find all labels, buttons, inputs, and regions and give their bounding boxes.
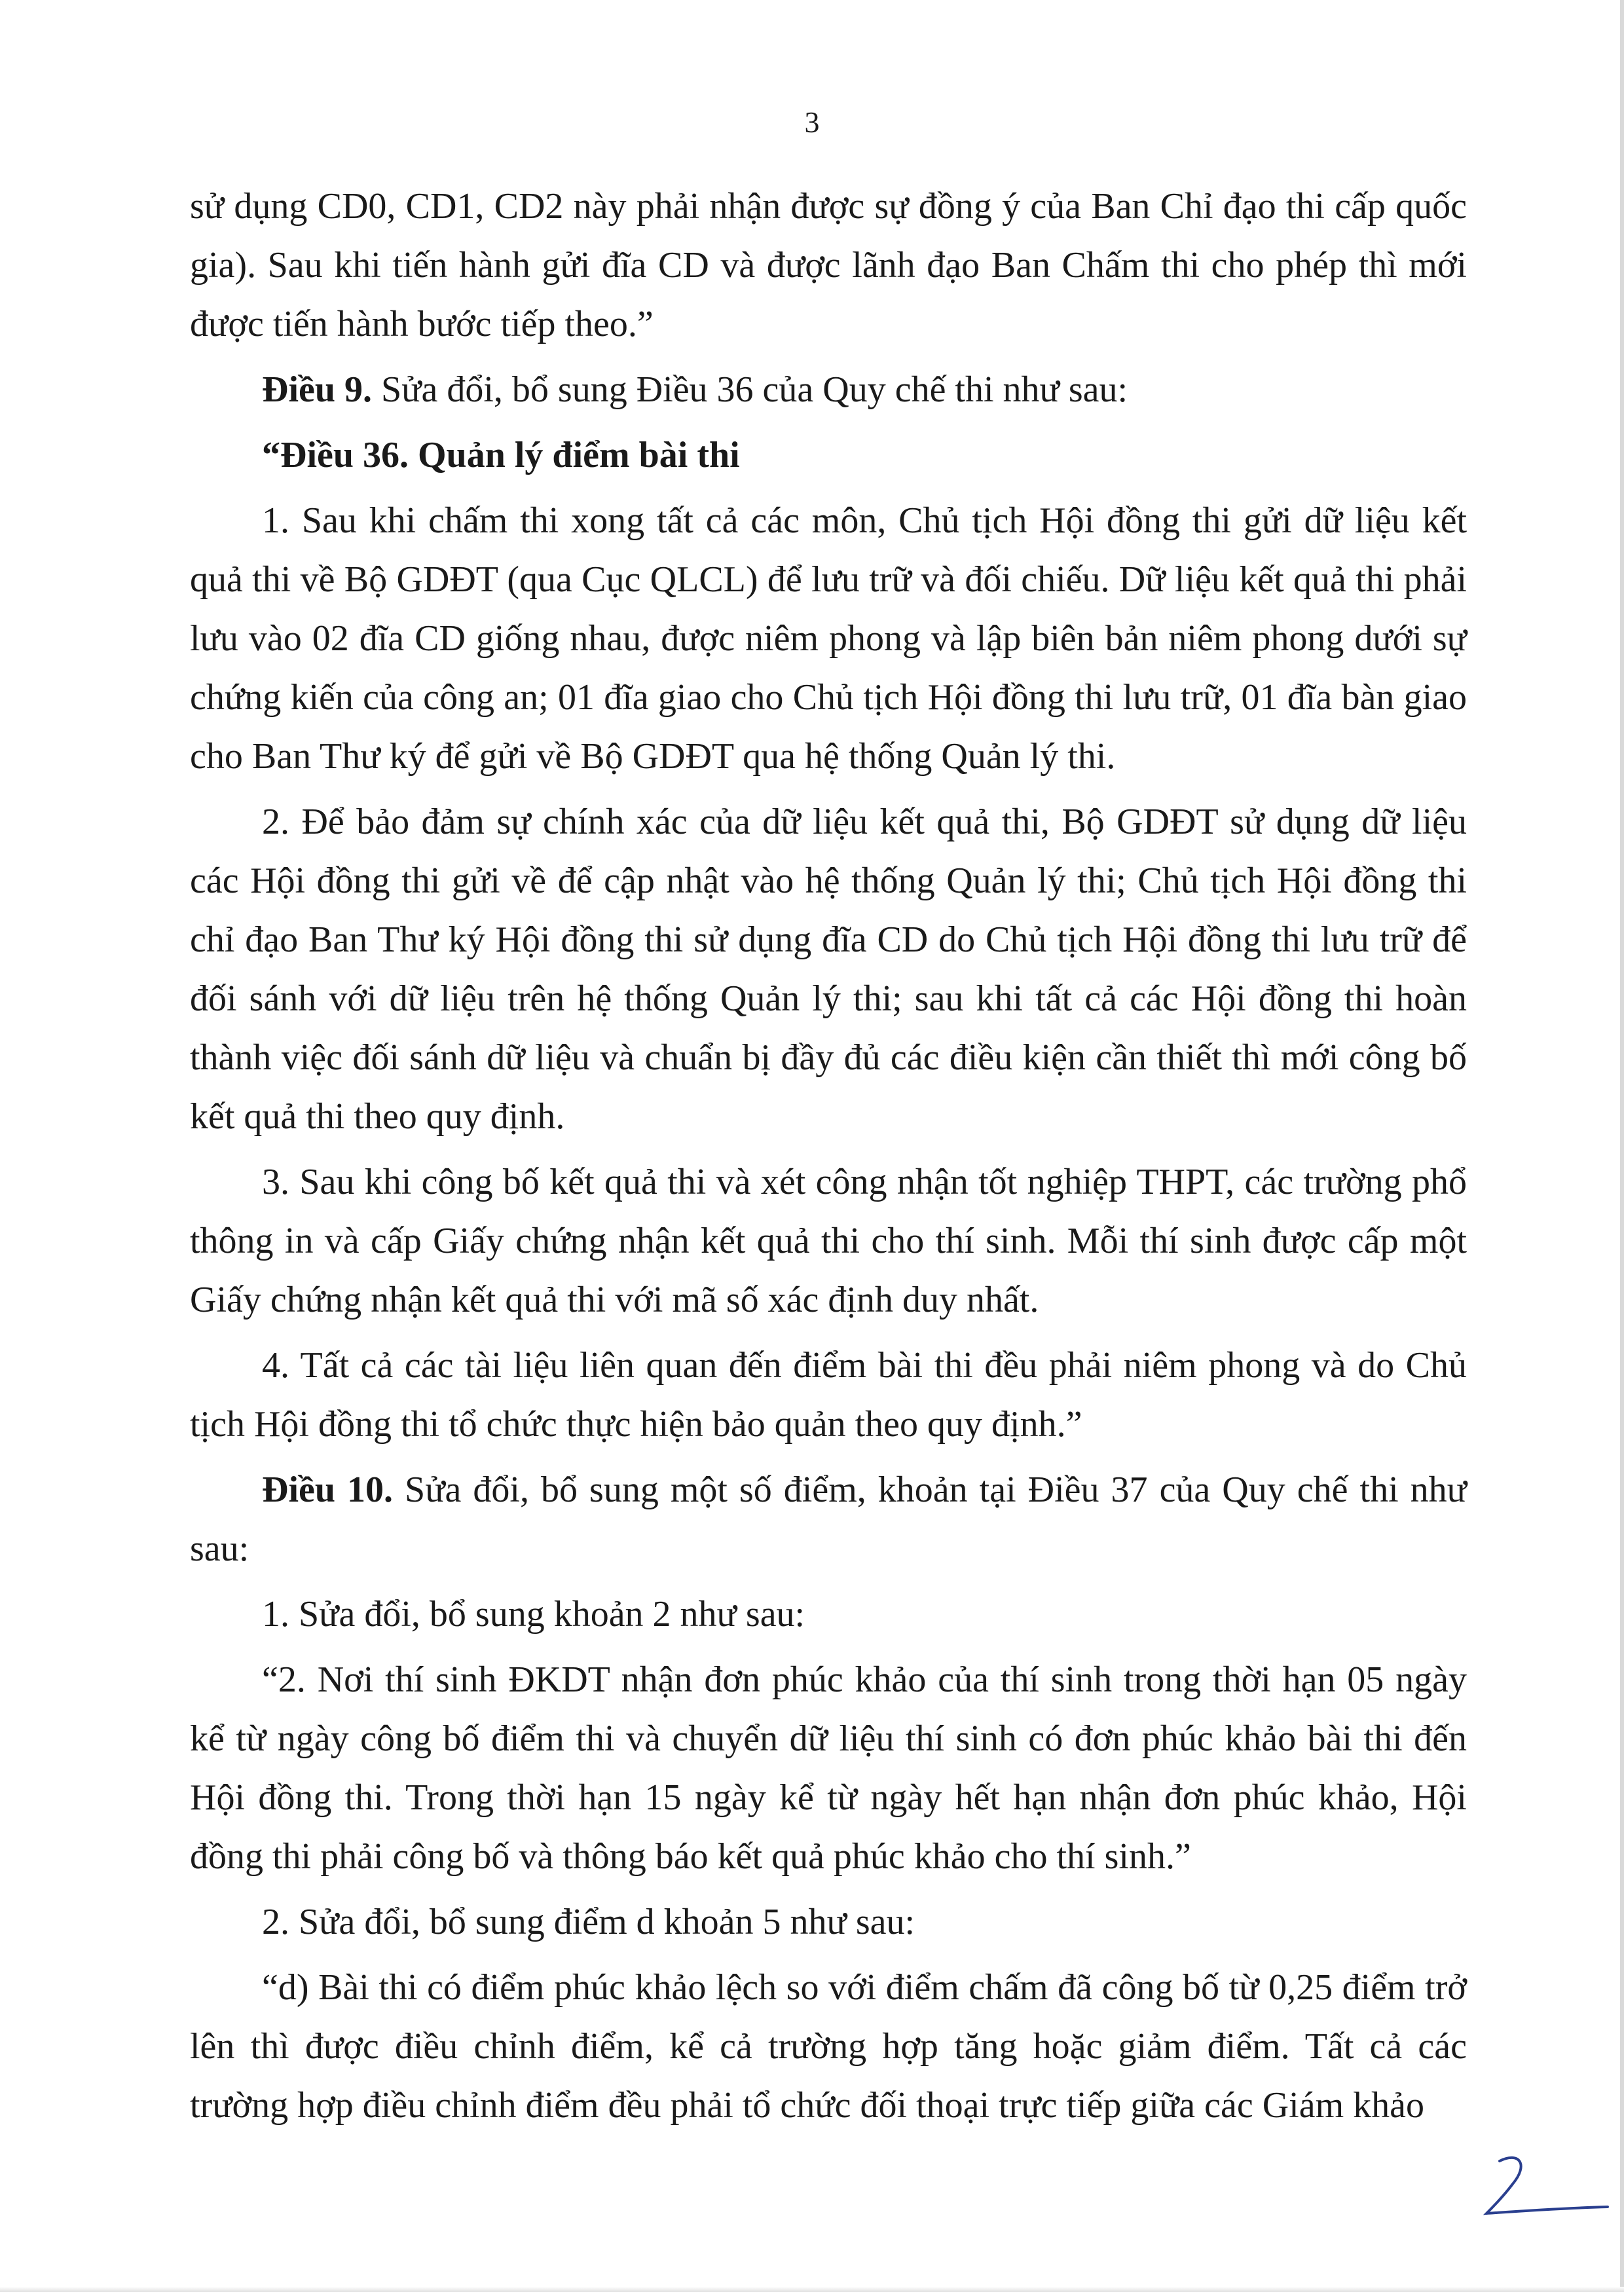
article-9-text: Sửa đổi, bổ sung Điều 36 của Quy chế thi như sau: bbox=[372, 369, 1128, 410]
initials-signature bbox=[1480, 2148, 1611, 2227]
article-36-clause-4: 4. Tất cả các tài liệu liên quan đến điểm bài thi đều phải niêm phong và do Chủ tịch Hội đồng thi tổ chức thực hiện bảo quản theo quy định.” bbox=[190, 1345, 1467, 1445]
article-37-clause-2: “2. Nơi thí sinh ĐKDT nhận đơn phúc khảo của thí sinh trong thời hạn 05 ngày kể từ ngày công bố điểm thi và chuyển dữ liệu thí sinh có đơn phúc khảo bài thi đến Hội đồng thi. Trong thời hạn 15 ngày kể từ ngày hết hạn nhận đơn phúc khảo, Hội đồng thi phải công bố và thông báo kết quả phúc khảo cho thí sinh.” bbox=[190, 1659, 1467, 1877]
scan-edge-right bbox=[1620, 0, 1624, 2292]
article-10-text: Sửa đổi, bổ sung một số điểm, khoản tại Điều 37 của Quy chế thi như sau: bbox=[190, 1469, 1467, 1569]
article-36-clause-1: 1. Sau khi chấm thi xong tất cả các môn, Chủ tịch Hội đồng thi gửi dữ liệu kết quả thi về Bộ GDĐT (qua Cục QLCL) để lưu trữ và đối chiếu. Dữ liệu kết quả thi phải lưu vào 02 đĩa CD giống nhau, được niêm phong và lập biên bản niêm phong dưới sự chứng kiến của công an; 01 đĩa giao cho Chủ tịch Hội đồng thi lưu trữ, 01 đĩa bàn giao cho Ban Thư ký để gửi về Bộ GDĐT qua hệ thống Quản lý thi. bbox=[190, 500, 1467, 777]
article-10-label: Điều 10. bbox=[262, 1469, 394, 1510]
article-37-clause-5d: “d) Bài thi có điểm phúc khảo lệch so với điểm chấm đã công bố từ 0,25 điểm trở lên thì được điều chỉnh điểm, kể cả trường hợp tăng hoặc giảm điểm. Tất cả các trường hợp điều chỉnh điểm đều phải tổ chức đối thoại trực tiếp giữa các Giám khảo bbox=[190, 1967, 1467, 2126]
article-10 bbox=[190, 1460, 1467, 1578]
article-9-label: Điều 9. bbox=[262, 369, 372, 410]
document-body bbox=[190, 177, 1467, 2141]
article-36-clause-3: 3. Sau khi công bố kết quả thi và xét công nhận tốt nghiệp THPT, các trường phổ thông in và cấp Giấy chứng nhận kết quả thi cho thí sinh. Mỗi thí sinh được cấp một Giấy chứng nhận kết quả thi với mã số xác định duy nhất. bbox=[190, 1162, 1467, 1320]
article-10-item-1: 1. Sửa đổi, bổ sung khoản 2 như sau: bbox=[262, 1594, 805, 1635]
scan-edge-bottom bbox=[0, 2287, 1624, 2292]
article-10-item-2: 2. Sửa đổi, bổ sung điểm d khoản 5 như sau: bbox=[262, 1902, 915, 1942]
article-9 bbox=[190, 360, 1467, 419]
article-36-heading: “Điều 36. Quản lý điểm bài thi bbox=[262, 435, 740, 475]
paragraph-continuation: sử dụng CD0, CD1, CD2 này phải nhận được sự đồng ý của Ban Chỉ đạo thi cấp quốc gia). Sau khi tiến hành gửi đĩa CD và được lãnh đạo Ban Chấm thi cho phép thì mới được tiến hành bước tiếp theo.” bbox=[190, 186, 1467, 344]
page-number: 3 bbox=[804, 105, 820, 139]
article-36-clause-2: 2. Để bảo đảm sự chính xác của dữ liệu kết quả thi, Bộ GDĐT sử dụng dữ liệu các Hội đồng thi gửi về để cập nhật vào hệ thống Quản lý thi; Chủ tịch Hội đồng thi chỉ đạo Ban Thư ký Hội đồng thi sử dụng đĩa CD do Chủ tịch Hội đồng thi lưu trữ để đối sánh với dữ liệu trên hệ thống Quản lý thi; sau khi tất cả các Hội đồng thi hoàn thành việc đối sánh dữ liệu và chuẩn bị đầy đủ các điều kiện cần thiết thì mới công bố kết quả thi theo quy định. bbox=[190, 802, 1467, 1137]
